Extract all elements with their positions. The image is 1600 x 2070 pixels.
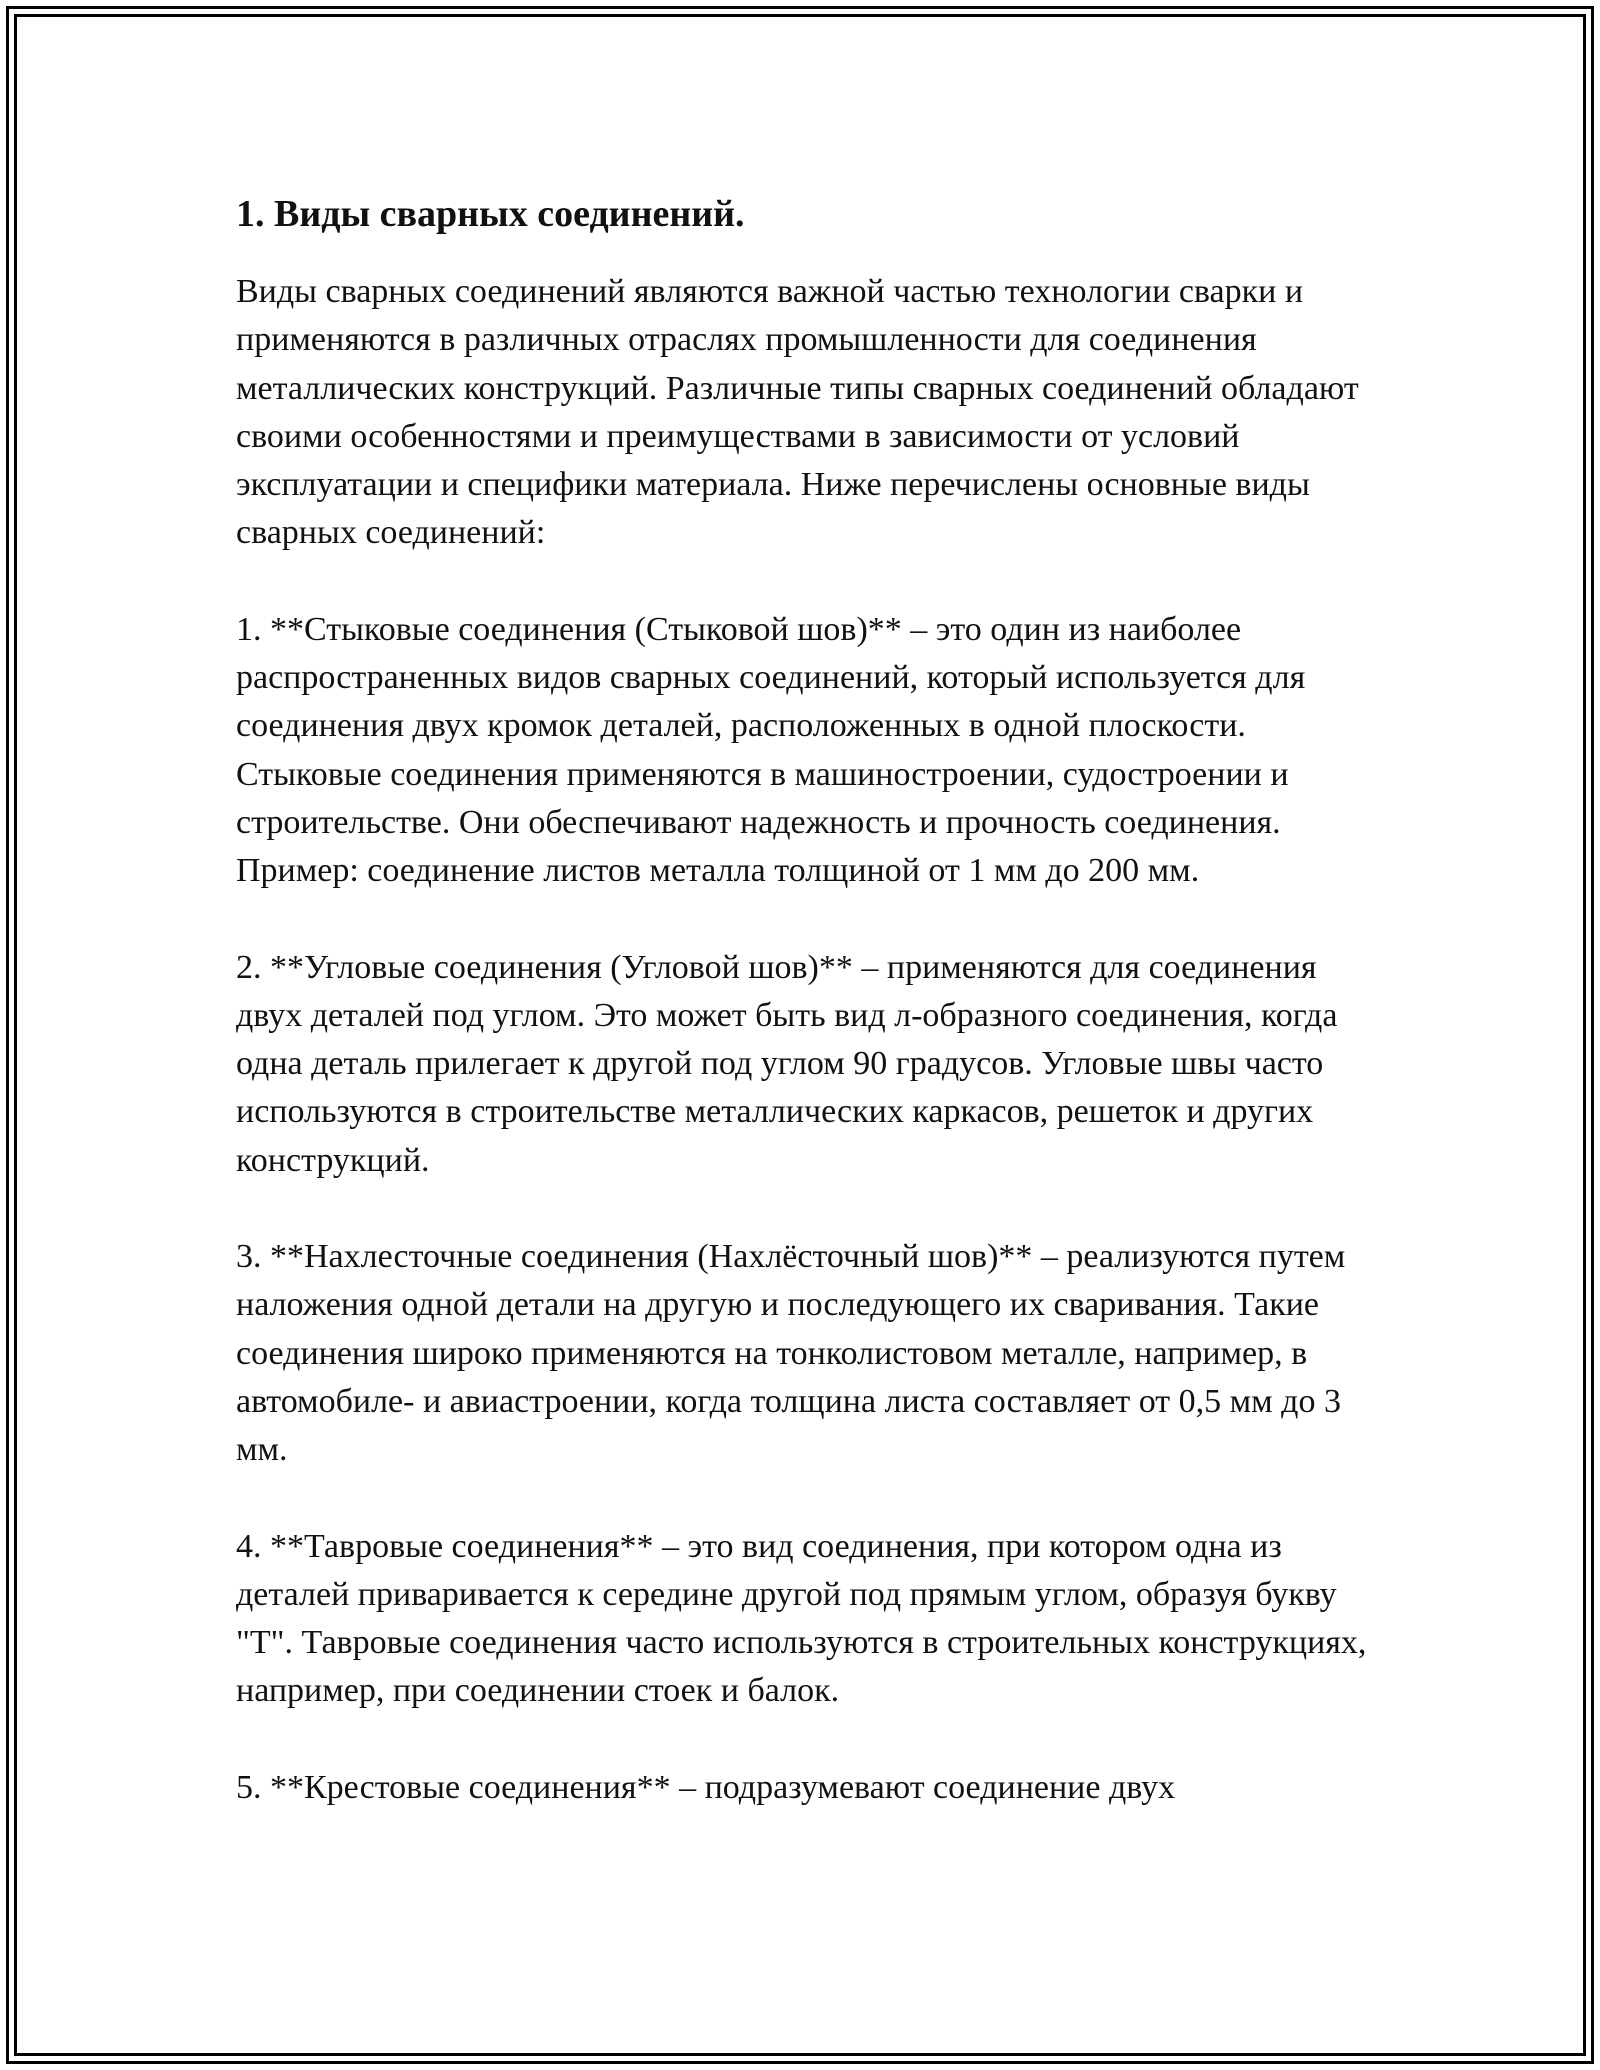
intro-paragraph: Виды сварных соединений являются важной частью технологии сварки и применяются в различных отраслях промышленности для соединения металлических конструкций. Различные типы сварных соединений обладают своими особенностями и преимуществами в зависимости от условий эксплуатации и специфики материала. Ниже перечислены основные виды сварных соединений: (236, 273, 1359, 552)
list-item-cross-joints: 5. **Крестовые соединения** – подразумевают соединение двух (236, 1768, 1176, 1806)
list-item-lap-joints: 3. **Нахлесточные соединения (Нахлёсточный шов)** – реализуются путем наложения одной детали на другую и последующего их сваривания. Такие соединения широко применяются на тонколистовом металле, например, в автомобиле- и авиастроении, когда толщина листа составляет от 0,5 мм до 3 мм. (236, 1238, 1346, 1469)
list-item-corner-joints: 2. **Угловые соединения (Угловой шов)** – применяются для соединения двух деталей под углом. Это может быть вид л-образного соединения, когда одна деталь прилегает к другой под углом 90 градусов. Угловые швы часто используются в строительстве металлических каркасов, решеток и других конструкций. (236, 948, 1338, 1179)
list-item-tee-joints: 4. **Тавровые соединения** – это вид соединения, при котором одна из деталей приваривается к середине другой под прямым углом, образуя букву "T". Тавровые соединения часто используются в строительных конструкциях, например, при соединении стоек и балок. (236, 1527, 1367, 1710)
list-item-butt-joints: 1. **Стыковые соединения (Стыковой шов)** – это один из наиболее распространенных видов сварных соединений, который используется для соединения двух кромок деталей, расположенных в одной плоскости. Стыковые соединения применяются в машиностроении, судостроении и строительстве. Они обеспечивают надежность и прочность соединения. Пример: соединение листов металла толщиной от 1 мм до 200 мм. (236, 610, 1306, 890)
document-body (236, 186, 1376, 1860)
document-title: 1. Виды сварных соединений. (236, 193, 745, 235)
